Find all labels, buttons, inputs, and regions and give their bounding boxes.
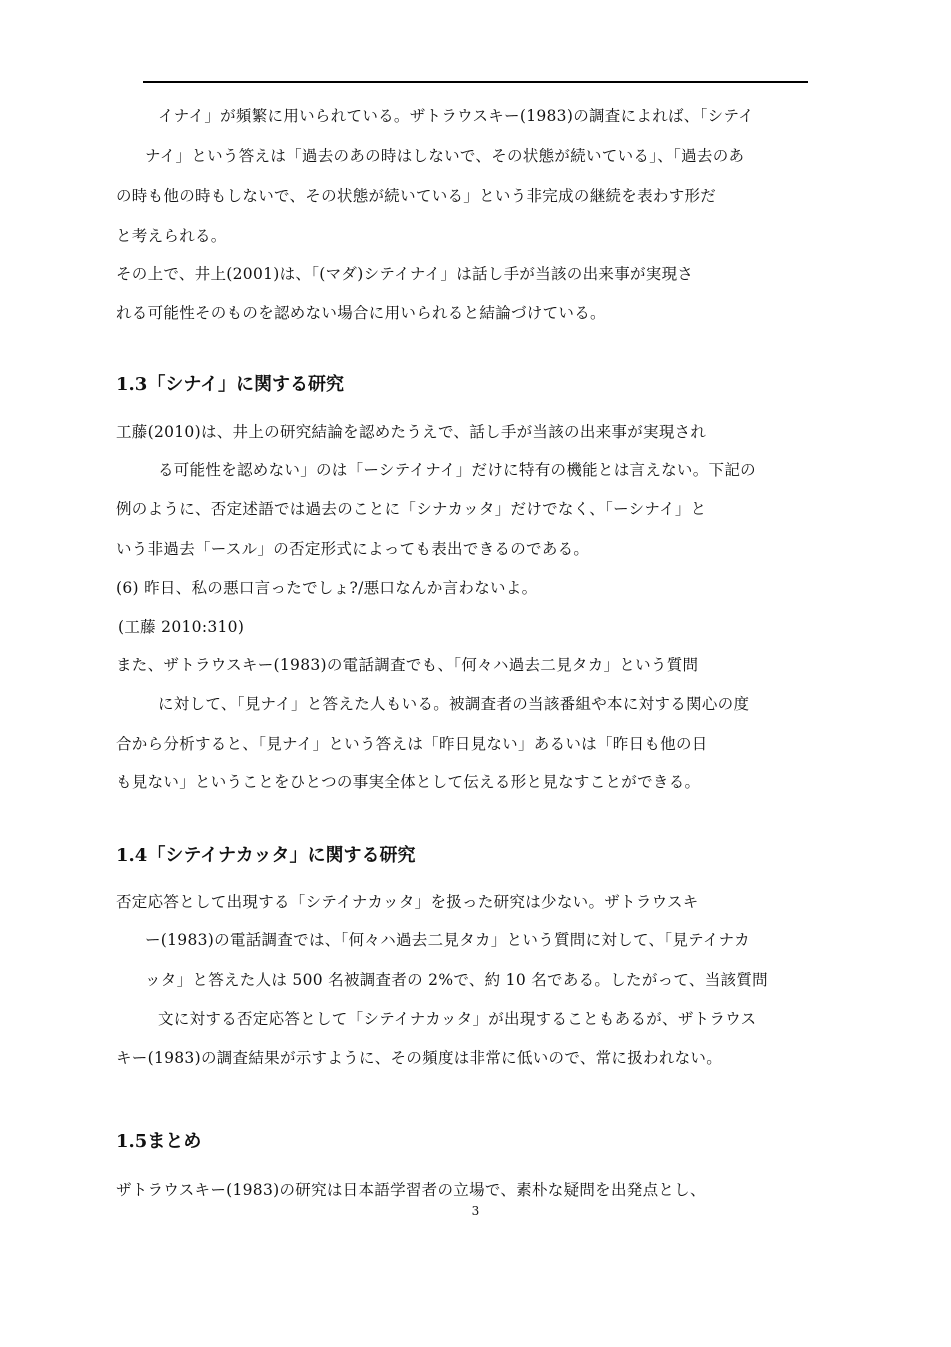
page-number: 3 (471, 1204, 480, 1218)
body-line: 例のように、否定述語では過去のことに「シナカッタ」だけでなく、「ーシナイ」と (116, 500, 707, 518)
section-heading-1-3: 1.3「シナイ」に関する研究 (116, 374, 345, 395)
section-heading-1-4: 1.4「シテイナカッタ」に関する研究 (116, 845, 416, 866)
body-line: ザトラウスキー(1983)の研究は日本語学習者の立場で、素朴な疑問を出発点とし、 (116, 1181, 706, 1199)
body-line: に対して、「見ナイ」と答えた人もいる。被調査者の当該番組や本に対する関心の度 (158, 695, 750, 713)
body-line: も見ない」ということをひとつの事実全体として伝える形と見なすことができる。 (116, 773, 701, 791)
body-line: 合から分析すると、「見ナイ」という答えは「昨日見ない」あるいは「昨日も他の日 (116, 735, 708, 753)
body-line: 工藤(2010)は、井上の研究結論を認めたうえで、話し手が当該の出来事が実現され (116, 423, 707, 441)
example-sentence: (6) 昨日、私の悪口言ったでしょ?/悪口なんか言わないよ。 (116, 579, 538, 597)
body-line: ー(1983)の電話調査では、「何々ハ過去二見タカ」という質問に対して、「見テイナカ (145, 931, 750, 949)
body-line: と考えられる。 (116, 227, 227, 245)
body-line: 文に対する否定応答として「シテイナカッタ」が出現することもあるが、ザトラウス (158, 1010, 757, 1028)
body-line: その上で、井上(2001)は、「(マダ)シテイナイ」は話し手が当該の出来事が実現さ (116, 265, 694, 283)
body-line: の時も他の時もしないで、その状態が続いている」という非完成の継続を表わす形だ (116, 187, 717, 205)
body-line: 否定応答として出現する「シテイナカッタ」を扱った研究は少ない。ザトラウスキ (116, 893, 699, 911)
section-heading-1-5: 1.5まとめ (116, 1131, 202, 1152)
header-rule (143, 81, 808, 83)
body-line: る可能性を認めない」のは「ーシテイナイ」だけに特有の機能とは言えない。下記の (158, 461, 756, 479)
body-line: いう非過去「ースル」の否定形式によっても表出できるのである。 (116, 540, 590, 558)
body-line: ッタ」と答えた人は 500 名被調査者の 2%で、約 10 名である。したがって、当該質問 (145, 971, 768, 989)
body-line: れる可能性そのものを認めない場合に用いられると結論づけている。 (116, 304, 606, 322)
body-line: キー(1983)の調査結果が示すように、その頻度は非常に低いので、常に扱われない。 (116, 1049, 723, 1067)
body-line: イナイ」が頻繁に用いられている。ザトラウスキー(1983)の調査によれば、「シテイ (158, 107, 754, 125)
body-line: また、ザトラウスキー(1983)の電話調査でも、「何々ハ過去二見タカ」という質問 (116, 656, 699, 674)
example-citation: (工藤 2010:310) (118, 618, 245, 636)
body-line: ナイ」という答えは「過去のあの時はしないで、その状態が続いている」、「過去のあ (145, 147, 745, 165)
